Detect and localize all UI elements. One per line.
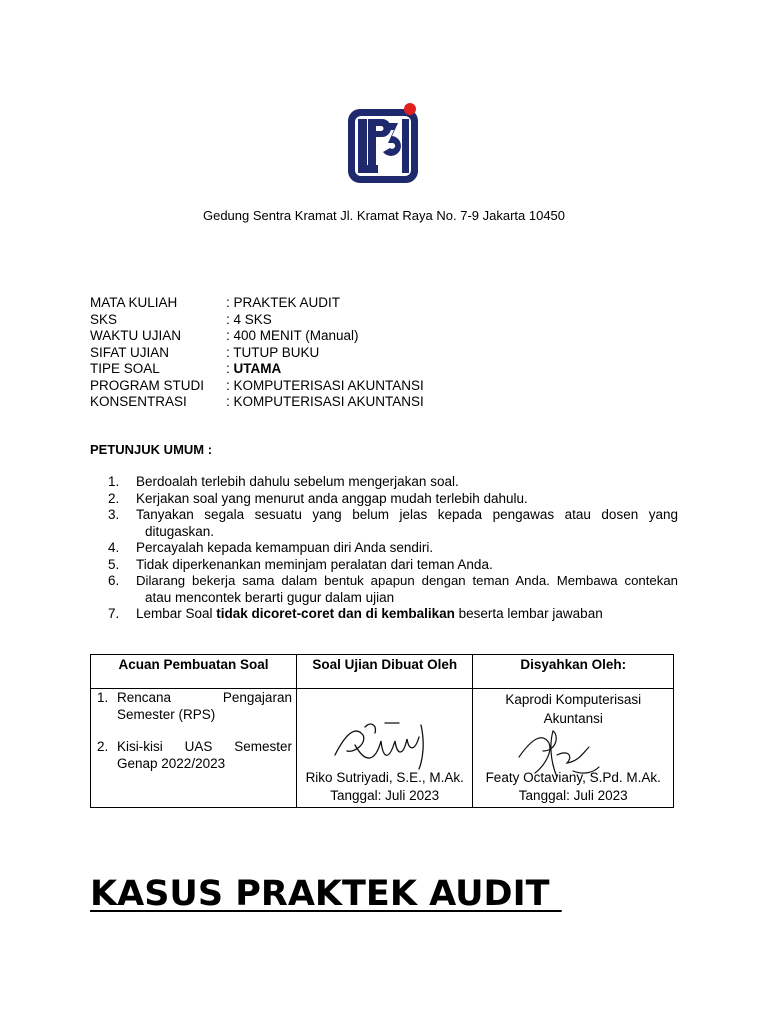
item-text-bold: tidak dicoret-coret dan di kembalikan <box>216 606 455 621</box>
item-text: Kisi-kisi UAS Semester Genap 2022/2023 <box>117 739 292 771</box>
item-number: 2. <box>97 739 109 754</box>
lp3i-logo <box>346 101 424 185</box>
info-key: MATA KULIAH <box>90 295 178 310</box>
approval-table <box>90 654 674 808</box>
list-item-continuation: ditugaskan. <box>145 523 215 539</box>
item-text: Tidak diperkenankan meminjam peralatan dari teman Anda. <box>136 556 493 572</box>
item-text <box>136 606 678 623</box>
list-item <box>97 739 292 772</box>
info-value: UTAMA <box>233 361 282 376</box>
reference-cell <box>91 689 297 808</box>
item-number: 5. <box>108 556 120 572</box>
approver-cell <box>473 689 674 808</box>
address: Gedung Sentra Kramat Jl. Kramat Raya No. 7-9 Jakarta 10450 <box>202 208 566 223</box>
item-text: Tanyakan segala sesuatu yang belum jelas kepada pengawas atau dosen yang <box>136 507 678 522</box>
item-number: 6. <box>108 573 120 588</box>
list-item <box>97 690 292 723</box>
list-item <box>90 557 678 574</box>
info-value: : KOMPUTERISASI AKUNTANSI <box>226 394 424 409</box>
item-number: 2. <box>108 490 120 506</box>
item-text: Rencana Pengajaran Semester (RPS) <box>117 690 292 722</box>
info-key: WAKTU UJIAN <box>90 328 181 343</box>
info-row-sks <box>90 312 424 329</box>
item-number: 1. <box>97 690 109 705</box>
table-header-row <box>91 655 674 689</box>
item-text: Dilarang bekerja sama dalam bentuk apapun dengan teman Anda. Membawa contekan <box>136 573 678 588</box>
info-value: : TUTUP BUKU <box>226 344 320 360</box>
info-value: : KOMPUTERISASI AKUNTANSI <box>226 377 424 393</box>
list-item <box>90 474 678 491</box>
info-value-prefix: : <box>226 361 234 376</box>
info-row-program-studi <box>90 378 424 395</box>
info-row-tipe-soal <box>90 361 424 378</box>
approver-name: Featy Octaviany, S.Pd. M.Ak. <box>485 770 661 785</box>
item-text: Berdoalah terlebih dahulu sebelum mengerjakan soal. <box>136 474 459 489</box>
item-number: 3. <box>108 507 120 522</box>
info-key: SKS <box>90 311 118 327</box>
approver-role: Kaprodi Komputerisasi Akuntansi <box>505 692 642 726</box>
info-key: SIFAT UJIAN <box>90 344 170 360</box>
info-key: TIPE SOAL <box>90 361 160 376</box>
item-number: 7. <box>108 606 120 621</box>
header-reference: Acuan Pembuatan Soal <box>91 655 297 689</box>
info-key: PROGRAM STUDI <box>90 377 205 393</box>
author-name: Riko Sutriyadi, S.E., M.Ak. <box>305 770 464 785</box>
exam-info <box>90 295 424 411</box>
approver-date: Tanggal: Juli 2023 <box>518 788 628 803</box>
header-author: Soal Ujian Dibuat Oleh <box>296 655 472 689</box>
list-item-continuation: atau mencontek berarti gugur dalam ujian <box>145 589 395 605</box>
info-value: : 4 SKS <box>226 311 272 327</box>
info-key: KONSENTRASI <box>90 394 187 409</box>
list-item <box>90 606 678 623</box>
list-item <box>90 507 678 524</box>
list-item <box>90 573 678 590</box>
item-text-pre: Lembar Soal <box>136 606 217 621</box>
general-instructions-title: PETUNJUK UMUM : <box>90 442 213 457</box>
author-signature <box>325 715 445 775</box>
info-row-mata-kuliah <box>90 295 424 312</box>
case-title: KASUS PRAKTEK AUDIT <box>90 874 562 914</box>
table-row <box>91 689 674 808</box>
list-item <box>90 491 678 508</box>
item-number: 4. <box>108 540 120 555</box>
header-approver: Disyahkan Oleh: <box>473 655 674 689</box>
info-row-sifat-ujian <box>90 345 424 362</box>
item-text: Percayalah kepada kemampuan diri Anda sendiri. <box>136 540 434 555</box>
list-item <box>90 540 678 557</box>
author-cell <box>296 689 472 808</box>
item-text-post: beserta lembar jawaban <box>454 606 603 621</box>
info-value: : PRAKTEK AUDIT <box>226 295 341 310</box>
info-row-konsentrasi <box>90 394 424 411</box>
item-number: 1. <box>108 474 120 489</box>
instruction-list <box>90 474 678 623</box>
author-date: Tanggal: Juli 2023 <box>330 788 440 803</box>
info-value: : 400 MENIT (Manual) <box>226 328 359 343</box>
info-row-waktu-ujian <box>90 328 424 345</box>
item-text: Kerjakan soal yang menurut anda anggap mudah terlebih dahulu. <box>136 490 528 506</box>
